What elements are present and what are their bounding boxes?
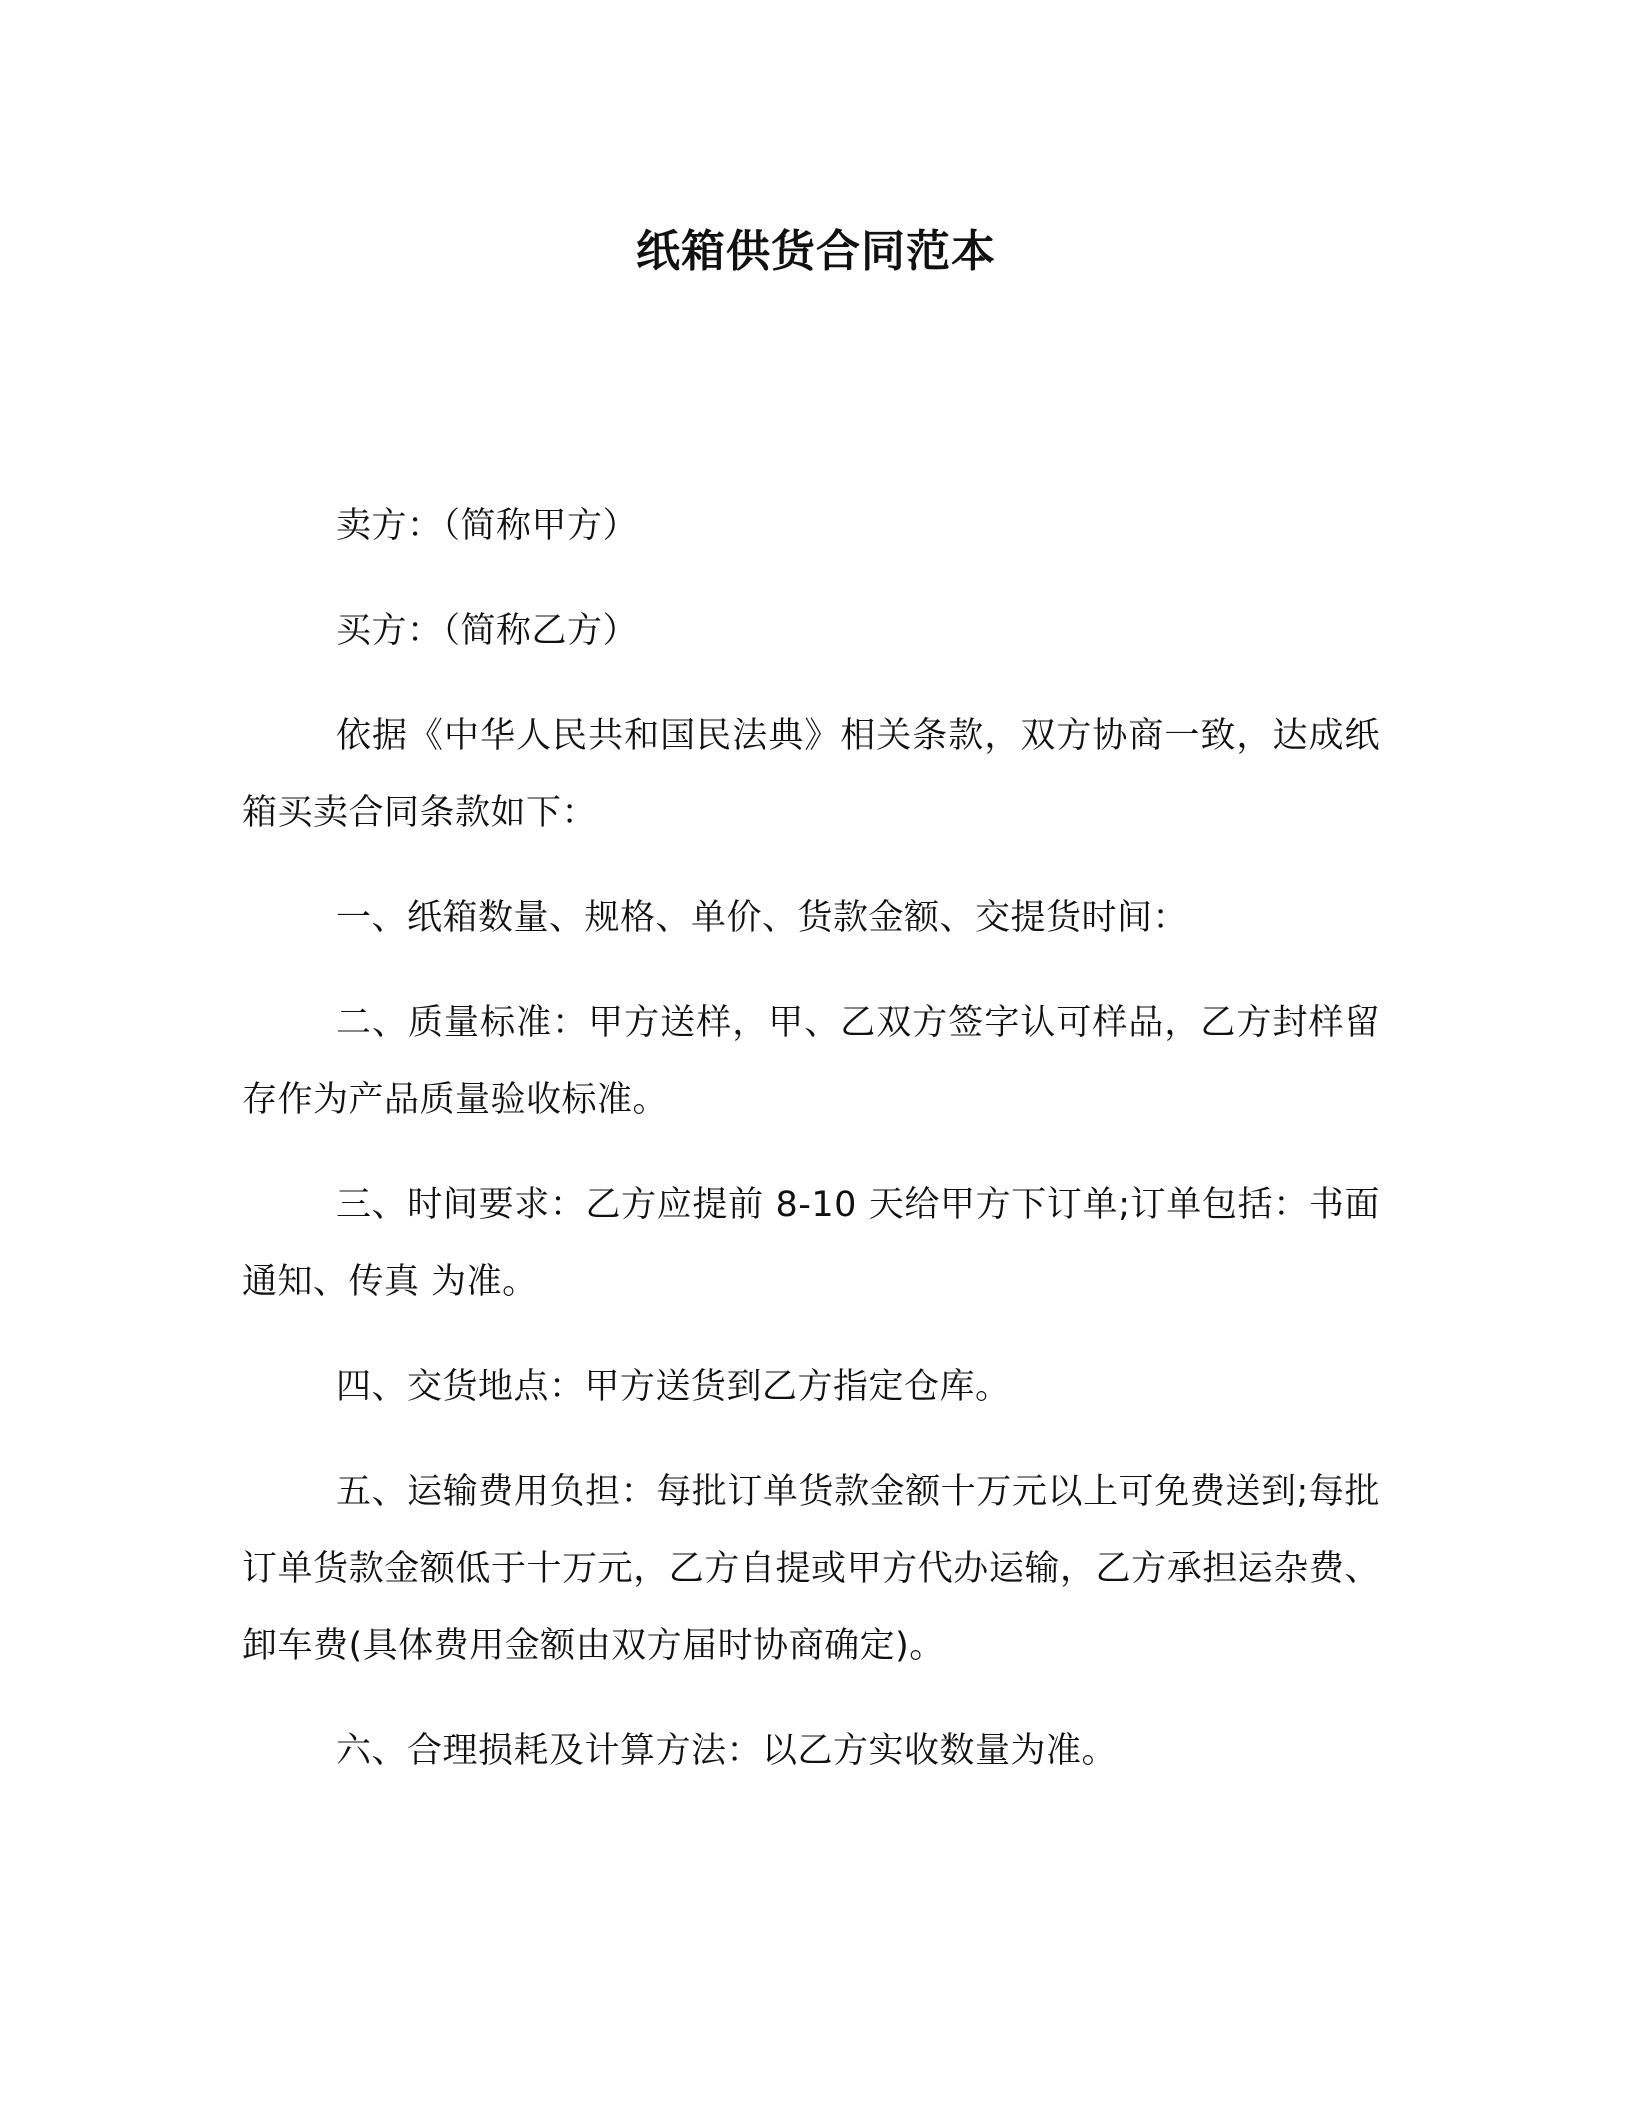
clause-2: 二、质量标准：甲方送样，甲、乙双方签字认可样品，乙方封样留存作为产品质量验收标准。 [242,1003,1380,1120]
buyer-line: 买方：（简称乙方） [336,611,639,651]
document-title: 纸箱供货合同范本 [636,226,996,277]
clause-5: 五、运输费用负担：每批订单货款金额十万元以上可免费送到;每批订单货款金额低于十万元，乙方自提或甲方代办运输，乙方承担运杂费、卸车费(具体费用金额由双方届时协商确定)。 [242,1472,1380,1666]
document-body [242,488,1380,1818]
clause-6: 六、合理损耗及计算方法：以乙方实收数量为准。 [336,1731,1118,1771]
clause-3: 三、时间要求：乙方应提前 8-10 天给甲方下订单;订单包括：书面通知、传真 为准。 [242,1185,1380,1302]
seller-line: 卖方：（简称甲方） [336,506,639,546]
preamble-paragraph: 依据《中华人民共和国民法典》相关条款，双方协商一致，达成纸箱买卖合同条款如下： [242,716,1380,833]
clause-4: 四、交货地点：甲方送货到乙方指定仓库。 [336,1367,1011,1407]
clause-1: 一、纸箱数量、规格、单价、货款金额、交提货时间： [336,898,1189,938]
